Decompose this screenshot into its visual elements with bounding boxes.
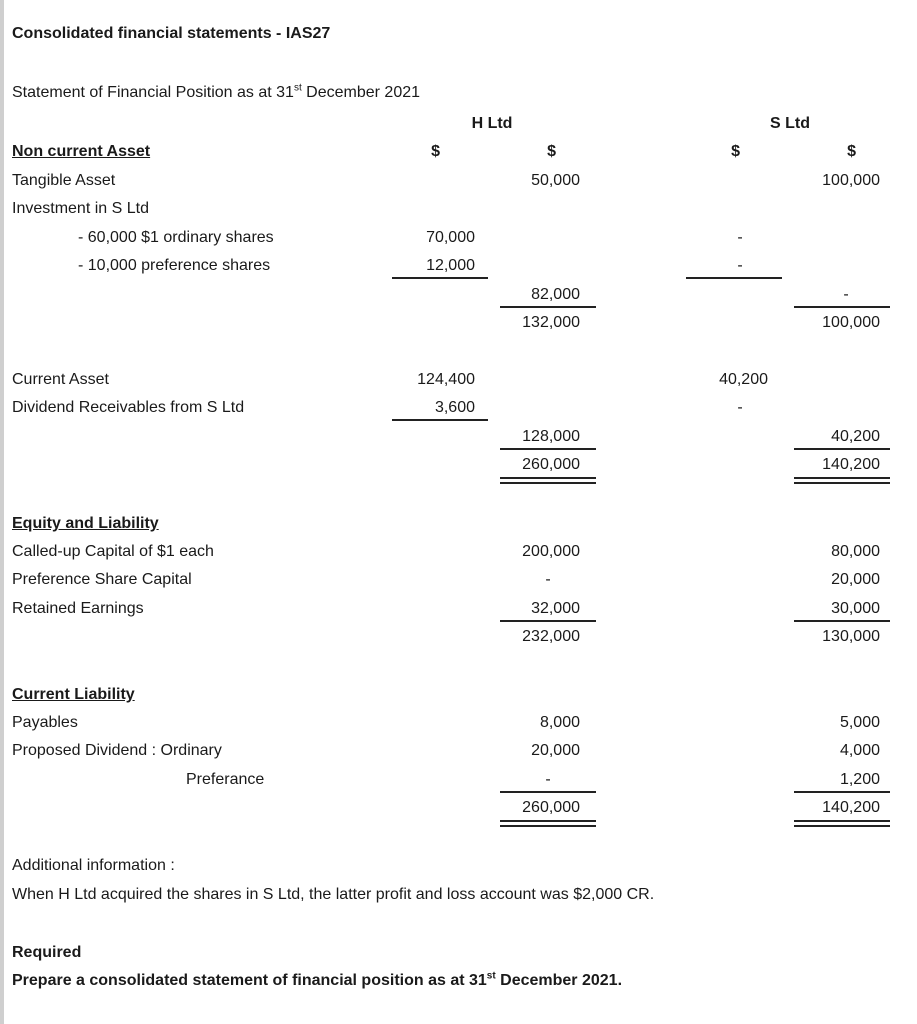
- heading-current-liability: Current Liability: [12, 686, 135, 703]
- value-equity-total-s: 130,000: [822, 628, 880, 645]
- rule-investment-s: [686, 277, 782, 279]
- currency-h-main: $: [547, 143, 556, 160]
- value-current-asset-s: 40,200: [719, 371, 768, 388]
- rule-ca-s: [794, 448, 890, 450]
- value-called-up-h: 200,000: [522, 543, 580, 560]
- column-header-h-ltd: H Ltd: [471, 115, 513, 132]
- value-prop-div-pref-s: 1,200: [839, 771, 880, 788]
- document-title: Consolidated financial statements - IAS27: [12, 25, 331, 42]
- value-payables-s: 5,000: [839, 714, 880, 731]
- double-rule-liability-h: [500, 820, 596, 827]
- value-pref-cap-s: 20,000: [831, 571, 880, 588]
- value-preference-s: -: [737, 257, 743, 274]
- value-current-asset-h: 124,400: [417, 371, 475, 388]
- label-payables: Payables: [12, 714, 78, 731]
- value-called-up-s: 80,000: [831, 543, 880, 560]
- rule-ca-h: [500, 448, 596, 450]
- value-ordinary-h: 70,000: [426, 229, 475, 246]
- value-tangible-s: 100,000: [822, 172, 880, 189]
- label-proposed-dividend-preference: Preferance: [186, 771, 265, 788]
- required-text: Prepare a consolidated statement of financial position as at 31st December 2021.: [12, 970, 623, 989]
- value-investment-total-h: 82,000: [531, 286, 580, 303]
- statement-subtitle: Statement of Financial Position as at 31st December 2021: [12, 82, 421, 101]
- value-prop-div-ord-h: 20,000: [531, 742, 580, 759]
- rule-nca-h: [500, 306, 596, 308]
- label-dividend-receivables: Dividend Receivables from S Ltd: [12, 399, 245, 416]
- label-proposed-dividend-ordinary: Proposed Dividend : Ordinary: [12, 742, 222, 759]
- required-heading: Required: [12, 944, 82, 961]
- value-ca-total-h: 128,000: [522, 428, 580, 445]
- value-retained-h: 32,000: [531, 600, 580, 617]
- label-ordinary-shares: - 60,000 $1 ordinary shares: [78, 229, 274, 246]
- column-header-s-ltd: S Ltd: [770, 115, 810, 132]
- value-nca-total-s: 100,000: [822, 314, 880, 331]
- additional-info-heading: Additional information :: [12, 857, 175, 874]
- value-liab-total-h: 260,000: [522, 799, 580, 816]
- value-prop-div-pref-h: -: [545, 771, 551, 788]
- value-assets-total-s: 140,200: [822, 456, 880, 473]
- heading-equity-liability: Equity and Liability: [12, 515, 159, 532]
- value-ca-total-s: 40,200: [831, 428, 880, 445]
- rule-current-asset-h: [392, 419, 488, 421]
- double-rule-assets-h: [500, 477, 596, 484]
- value-retained-s: 30,000: [831, 600, 880, 617]
- label-preference-share-capital: Preference Share Capital: [12, 571, 192, 588]
- label-tangible-asset: Tangible Asset: [12, 172, 116, 189]
- label-investment: Investment in S Ltd: [12, 200, 149, 217]
- label-preference-shares: - 10,000 preference shares: [78, 257, 271, 274]
- value-preference-h: 12,000: [426, 257, 475, 274]
- rule-equity-h: [500, 620, 596, 622]
- value-equity-total-h: 232,000: [522, 628, 580, 645]
- value-payables-h: 8,000: [539, 714, 580, 731]
- currency-s-main: $: [847, 143, 856, 160]
- heading-non-current-asset: Non current Asset: [12, 143, 151, 160]
- value-nca-total-h: 132,000: [522, 314, 580, 331]
- additional-info-text: When H Ltd acquired the shares in S Ltd, the latter profit and loss account was $2,000 CR.: [12, 886, 655, 903]
- rule-liability-h: [500, 791, 596, 793]
- value-dividend-receivables-h: 3,600: [434, 399, 475, 416]
- label-current-asset: Current Asset: [12, 371, 109, 388]
- currency-s-sub: $: [731, 143, 740, 160]
- label-retained-earnings: Retained Earnings: [12, 600, 144, 617]
- label-called-up-capital: Called-up Capital of $1 each: [12, 543, 214, 560]
- value-tangible-h: 50,000: [531, 172, 580, 189]
- rule-liability-s: [794, 791, 890, 793]
- value-prop-div-ord-s: 4,000: [839, 742, 880, 759]
- value-dividend-receivables-s: -: [737, 399, 743, 416]
- value-assets-total-h: 260,000: [522, 456, 580, 473]
- rule-nca-s: [794, 306, 890, 308]
- rule-equity-s: [794, 620, 890, 622]
- rule-investment-h: [392, 277, 488, 279]
- left-border: [0, 0, 4, 1024]
- value-investment-total-s: -: [843, 286, 849, 303]
- value-ordinary-s: -: [737, 229, 743, 246]
- currency-h-sub: $: [431, 143, 440, 160]
- value-pref-cap-h: -: [545, 571, 551, 588]
- double-rule-assets-s: [794, 477, 890, 484]
- double-rule-liability-s: [794, 820, 890, 827]
- value-liab-total-s: 140,200: [822, 799, 880, 816]
